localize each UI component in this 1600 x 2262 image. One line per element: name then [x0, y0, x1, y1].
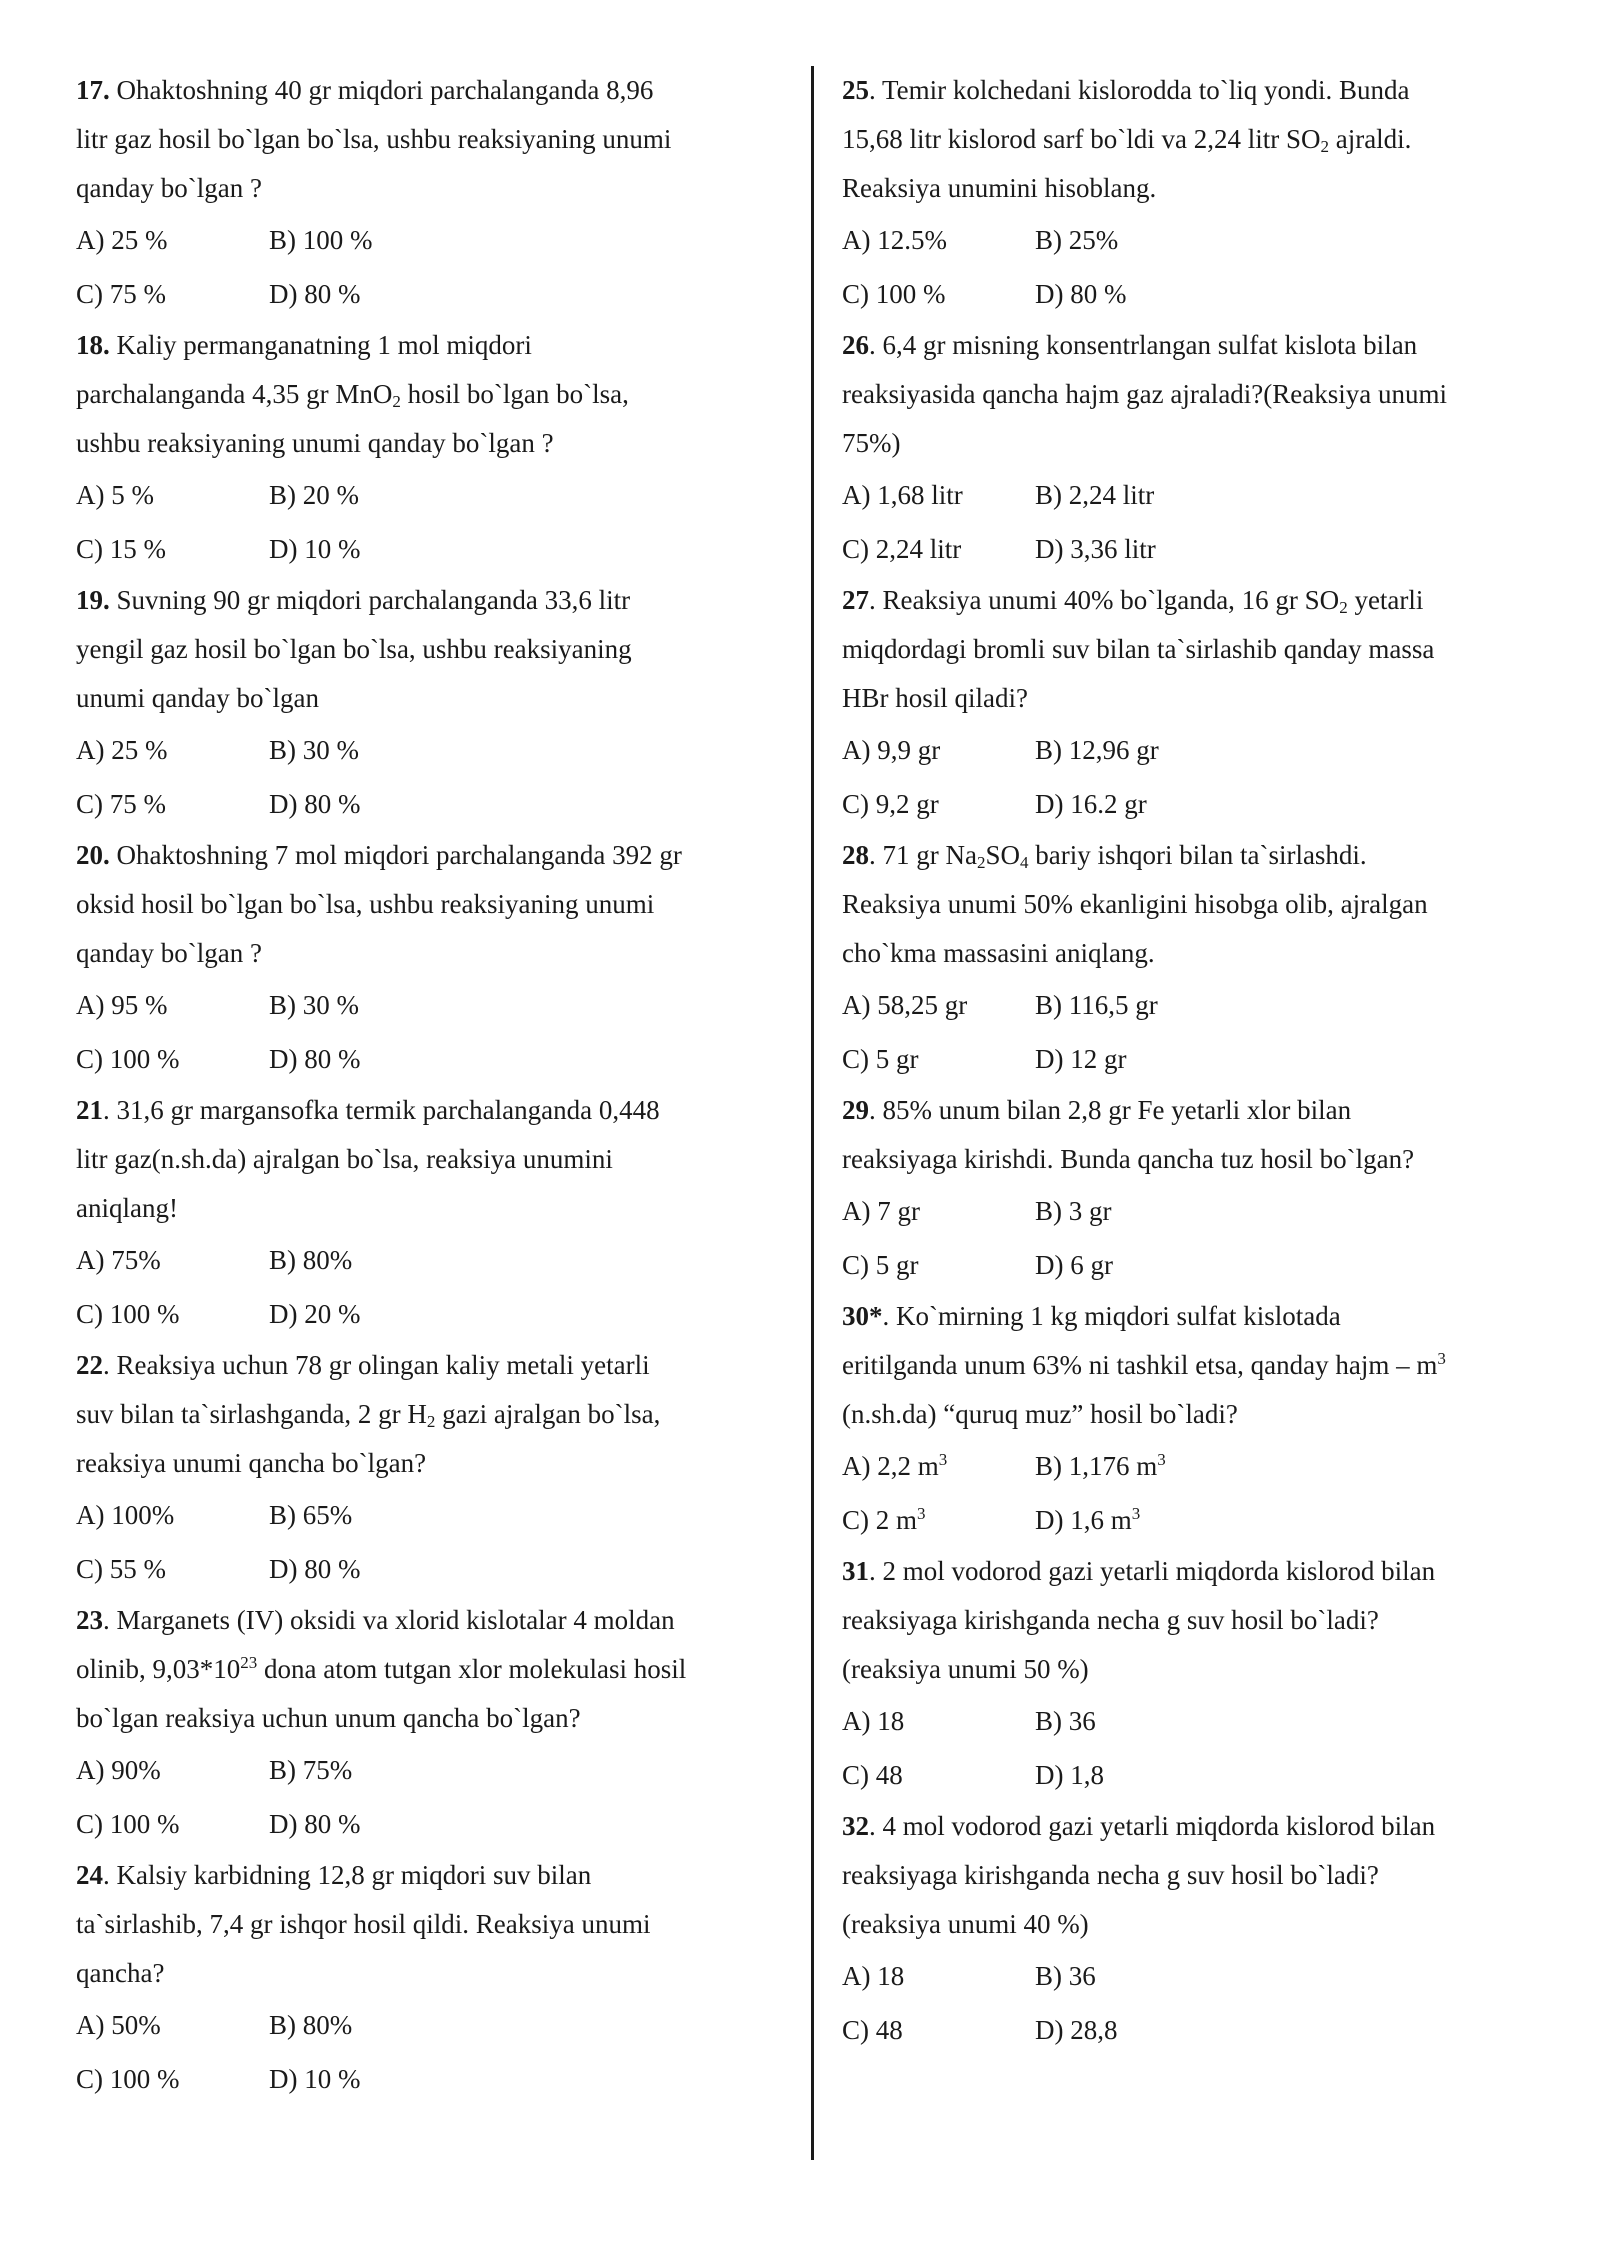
question-text-line [842, 370, 1562, 419]
answer-option: D) 80 % [269, 1044, 361, 1074]
question-text-line [76, 831, 796, 880]
question-text: ushbu reaksiyaning unumi qanday bo`lgan ? [76, 428, 554, 458]
answer-options-row [76, 468, 796, 522]
column-divider [811, 66, 814, 2160]
question-text: olinib, $9,03*10^{23}$ dona atom tutgan xlor molekulasi hosil [76, 1653, 687, 1684]
question-number: 22 [76, 1350, 103, 1380]
question-block [842, 66, 1562, 321]
question-text-line [76, 625, 796, 674]
question-number: 20. [76, 840, 110, 870]
answer-options-row [76, 1488, 796, 1542]
question-text: miqdordagi bromli suv bilan ta`sirlashib qanday massa [842, 634, 1435, 664]
question-text-line [76, 880, 796, 929]
answer-option: B) 116,5 gr [1035, 990, 1158, 1020]
answer-options-row [842, 1748, 1562, 1802]
answer-options-row [842, 213, 1562, 267]
question-number: 28 [842, 840, 869, 870]
question-text: suv bilan ta`sirlashganda, 2 gr $H_2$ gazi ajralgan bo`lsa, [76, 1399, 661, 1431]
answer-options-row [842, 468, 1562, 522]
question-text-line [76, 419, 796, 468]
answer-option: B) 1,176 $m^3$ [1035, 1450, 1166, 1481]
question-text: oksid hosil bo`lgan bo`lsa, ushbu reaksiyaning unumi [76, 889, 655, 919]
answer-option: A) 75% [76, 1245, 161, 1275]
question-block [842, 1292, 1562, 1547]
answer-options-row [842, 1032, 1562, 1086]
answer-option: C) 100 % [76, 1809, 180, 1839]
answer-option: B) 100 % [269, 225, 373, 255]
answer-option: D) 20 % [269, 1299, 361, 1329]
question-text: Ohaktoshning 40 gr miqdori parchalanganda 8,96 [116, 75, 654, 105]
answer-option: A) 12.5% [842, 225, 947, 255]
question-text: qanday bo`lgan ? [76, 173, 262, 203]
question-text-line [76, 674, 796, 723]
question-text: . 2 mol vodorod gazi yetarli miqdorda kislorod bilan [869, 1556, 1436, 1586]
question-block [842, 1086, 1562, 1292]
question-text: . 85% unum bilan 2,8 gr Fe yetarli xlor bilan [869, 1095, 1352, 1125]
question-text-line [842, 576, 1562, 625]
question-number: 26 [842, 330, 869, 360]
question-text: litr gaz(n.sh.da) ajralgan bo`lsa, reaksiya unumini [76, 1144, 613, 1174]
answer-option: D) 28,8 [1035, 2015, 1118, 2045]
question-text-line [842, 1900, 1562, 1949]
answer-options-row [842, 777, 1562, 831]
question-text: qancha? [76, 1958, 165, 1988]
question-text-line [76, 1949, 796, 1998]
answer-options-row [76, 723, 796, 777]
question-text: . Reaksiya unumi 40% bo`lganda, 16 gr $SO_2$ yetarli [869, 585, 1424, 617]
question-number: 29 [842, 1095, 869, 1125]
answer-options-row [842, 1694, 1562, 1748]
answer-option: C) 48 [842, 1760, 903, 1790]
answer-option: B) 12,96 gr [1035, 735, 1159, 765]
right-column [842, 66, 1562, 2057]
answer-option: A) 18 [842, 1706, 905, 1736]
question-text-line [76, 929, 796, 978]
question-text-line [76, 1390, 796, 1439]
question-text-line [76, 1439, 796, 1488]
question-text: litr gaz hosil bo`lgan bo`lsa, ushbu reaksiyaning unumi [76, 124, 672, 154]
answer-option: A) 1,68 litr [842, 480, 963, 510]
question-text: . Ko`mirning 1 kg miqdori sulfat kislotada [882, 1301, 1341, 1331]
question-text: reaksiyaga kirishganda necha g suv hosil bo`ladi? [842, 1860, 1379, 1890]
question-block [842, 576, 1562, 831]
answer-options-row [76, 1998, 796, 2052]
answer-options-row [76, 1032, 796, 1086]
answer-option: D) 16.2 gr [1035, 789, 1147, 819]
answer-options-row [76, 1743, 796, 1797]
answer-options-row [76, 1542, 796, 1596]
question-number: 23 [76, 1605, 103, 1635]
question-text: reaksiyaga kirishganda necha g suv hosil bo`ladi? [842, 1605, 1379, 1635]
answer-option: C) 100 % [76, 1044, 180, 1074]
question-text: (reaksiya unumi 40 %) [842, 1909, 1089, 1939]
left-column [76, 66, 796, 2106]
answer-options-row [842, 267, 1562, 321]
question-block [76, 1341, 796, 1596]
question-text-line [842, 1086, 1562, 1135]
answer-option: B) 20 % [269, 480, 359, 510]
answer-option: B) 2,24 litr [1035, 480, 1155, 510]
question-text-line [76, 576, 796, 625]
question-text-line [842, 1802, 1562, 1851]
answer-options-row [76, 1287, 796, 1341]
answer-option: A) 2,2 $m^3$ [842, 1450, 948, 1481]
answer-option: B) 25% [1035, 225, 1119, 255]
answer-option: A) 18 [842, 1961, 905, 1991]
answer-option: C) 15 % [76, 534, 166, 564]
answer-option: B) 80% [269, 2010, 353, 2040]
question-text-line [76, 1184, 796, 1233]
question-text-line [76, 115, 796, 164]
question-block [842, 321, 1562, 576]
answer-option: A) 58,25 gr [842, 990, 968, 1020]
question-text-line [842, 1341, 1562, 1390]
question-text: reaksiyaga kirishdi. Bunda qancha tuz hosil bo`lgan? [842, 1144, 1415, 1174]
question-number: 21 [76, 1095, 103, 1125]
question-text-line [842, 625, 1562, 674]
question-text: Kaliy permanganatning 1 mol miqdori [116, 330, 532, 360]
answer-option: C) 48 [842, 2015, 903, 2045]
question-text-line [76, 1645, 796, 1694]
question-text: HBr hosil qiladi? [842, 683, 1028, 713]
question-block [842, 1547, 1562, 1802]
question-text: Reaksiya unumini hisoblang. [842, 173, 1157, 203]
answer-option: C) 100 % [76, 1299, 180, 1329]
question-text: qanday bo`lgan ? [76, 938, 262, 968]
question-text: . 71 gr $Na_2SO_4$ bariy ishqori bilan ta`sirlashdi. [869, 840, 1367, 872]
question-text: . Temir kolchedani kislorodda to`liq yondi. Bunda [869, 75, 1410, 105]
question-block [76, 831, 796, 1086]
question-text-line [76, 1851, 796, 1900]
question-text: . Kalsiy karbidning 12,8 gr miqdori suv bilan [103, 1860, 592, 1890]
question-number: 27 [842, 585, 869, 615]
answer-option: C) 5 gr [842, 1044, 919, 1074]
answer-option: A) 90% [76, 1755, 161, 1785]
answer-option: D) 80 % [1035, 279, 1127, 309]
answer-option: A) 7 gr [842, 1196, 920, 1226]
answer-option: A) 25 % [76, 225, 168, 255]
answer-option: C) 100 % [842, 279, 946, 309]
answer-option: D) 80 % [269, 1554, 361, 1584]
answer-option: C) 55 % [76, 1554, 166, 1584]
question-text: parchalanganda 4,35 gr MnO$_2$ hosil bo`lgan bo`lsa, [76, 379, 629, 411]
answer-options-row [76, 1233, 796, 1287]
answer-option: B) 65% [269, 1500, 353, 1530]
answer-options-row [842, 978, 1562, 1032]
answer-option: B) 75% [269, 1755, 353, 1785]
question-text-line [76, 1596, 796, 1645]
answer-option: B) 36 [1035, 1706, 1096, 1736]
question-text-line [842, 1390, 1562, 1439]
question-number: 32 [842, 1811, 869, 1841]
answer-option: D) 6 gr [1035, 1250, 1113, 1280]
answer-options-row [842, 2003, 1562, 2057]
question-text-line [76, 164, 796, 213]
question-number: 30* [842, 1301, 883, 1331]
question-text: bo`lgan reaksiya uchun unum qancha bo`lgan? [76, 1703, 581, 1733]
question-text-line [842, 419, 1562, 468]
question-text: (reaksiya unumi 50 %) [842, 1654, 1089, 1684]
answer-option: B) 36 [1035, 1961, 1096, 1991]
answer-options-row [842, 522, 1562, 576]
question-text: aniqlang! [76, 1193, 178, 1223]
question-text-line [842, 1547, 1562, 1596]
answer-option: B) 80% [269, 1245, 353, 1275]
answer-option: D) 3,36 litr [1035, 534, 1156, 564]
question-block [76, 576, 796, 831]
answer-option: B) 30 % [269, 990, 359, 1020]
question-text: . 4 mol vodorod gazi yetarli miqdorda kislorod bilan [869, 1811, 1436, 1841]
answer-options-row [76, 267, 796, 321]
question-text-line [842, 1292, 1562, 1341]
answer-option: D) 80 % [269, 789, 361, 819]
answer-option: C) 2,24 litr [842, 534, 962, 564]
question-text-line [76, 1135, 796, 1184]
answer-option: D) 1,6 $m^3$ [1035, 1504, 1141, 1535]
answer-option: B) 30 % [269, 735, 359, 765]
question-text-line [76, 1694, 796, 1743]
answer-option: A) 9,9 gr [842, 735, 941, 765]
question-text-line [76, 66, 796, 115]
question-text: cho`kma massasini aniqlang. [842, 938, 1155, 968]
question-text-line [842, 66, 1562, 115]
question-text: ta`sirlashib, 7,4 gr ishqor hosil qildi. Reaksiya unumi [76, 1909, 651, 1939]
question-text-line [842, 674, 1562, 723]
question-text-line [842, 880, 1562, 929]
answer-option: C) 9,2 gr [842, 789, 939, 819]
question-text: eritilganda unum 63% ni tashkil etsa, qanday hajm – $m^3$ [842, 1349, 1446, 1380]
question-text: Suvning 90 gr miqdori parchalanganda 33,6 litr [116, 585, 631, 615]
answer-options-row [842, 1493, 1562, 1547]
answer-option: D) 10 % [269, 534, 361, 564]
answer-options-row [842, 1949, 1562, 2003]
question-block [76, 1086, 796, 1341]
answer-option: A) 50% [76, 2010, 161, 2040]
answer-options-row [842, 1439, 1562, 1493]
question-text: (n.sh.da) “quruq muz” hosil bo`ladi? [842, 1399, 1238, 1429]
answer-options-row [76, 1797, 796, 1851]
answer-option: C) 5 gr [842, 1250, 919, 1280]
question-number: 31 [842, 1556, 869, 1586]
question-text: reaksiya unumi qancha bo`lgan? [76, 1448, 427, 1478]
question-number: 19. [76, 585, 110, 615]
question-text-line [76, 1086, 796, 1135]
question-text-line [842, 1135, 1562, 1184]
question-text: yengil gaz hosil bo`lgan bo`lsa, ushbu reaksiyaning [76, 634, 632, 664]
question-text: reaksiyasida qancha hajm gaz ajraladi?(Reaksiya unumi [842, 379, 1447, 409]
question-number: 24 [76, 1860, 103, 1890]
question-text: . Marganets (IV) oksidi va xlorid kislotalar 4 moldan [103, 1605, 675, 1635]
answer-options-row [76, 2052, 796, 2106]
question-number: 17. [76, 75, 110, 105]
answer-option: D) 80 % [269, 279, 361, 309]
question-text-line [842, 164, 1562, 213]
question-block [76, 66, 796, 321]
answer-option: D) 1,8 [1035, 1760, 1104, 1790]
question-text-line [76, 1341, 796, 1390]
answer-option: D) 10 % [269, 2064, 361, 2094]
question-block [76, 1851, 796, 2106]
answer-option: C) 75 % [76, 279, 166, 309]
question-block [842, 1802, 1562, 2057]
question-text-line [842, 929, 1562, 978]
answer-option: C) 75 % [76, 789, 166, 819]
question-text-line [842, 831, 1562, 880]
answer-option: A) 25 % [76, 735, 168, 765]
question-text-line [842, 115, 1562, 164]
question-text: . 31,6 gr margansofka termik parchalanganda 0,448 [103, 1095, 660, 1125]
question-text: . 6,4 gr misning konsentrlangan sulfat kislota bilan [869, 330, 1418, 360]
question-number: 25 [842, 75, 869, 105]
answer-option: D) 12 gr [1035, 1044, 1127, 1074]
answer-options-row [842, 723, 1562, 777]
question-block [842, 831, 1562, 1086]
question-text: Ohaktoshning 7 mol miqdori parchalanganda 392 gr [116, 840, 682, 870]
question-text: . Reaksiya uchun 78 gr olingan kaliy metali yetarli [103, 1350, 650, 1380]
question-block [76, 1596, 796, 1851]
answer-options-row [76, 213, 796, 267]
question-text-line [842, 1596, 1562, 1645]
question-text: 75%) [842, 428, 901, 458]
answer-options-row [842, 1184, 1562, 1238]
answer-option: A) 95 % [76, 990, 168, 1020]
question-text: Reaksiya unumi 50% ekanligini hisobga olib, ajralgan [842, 889, 1428, 919]
answer-options-row [76, 978, 796, 1032]
answer-option: C) 100 % [76, 2064, 180, 2094]
answer-option: C) 2 $m^3$ [842, 1504, 926, 1535]
question-block [76, 321, 796, 576]
question-text-line [842, 1851, 1562, 1900]
question-text-line [76, 1900, 796, 1949]
answer-options-row [76, 522, 796, 576]
answer-options-row [842, 1238, 1562, 1292]
answer-option: D) 80 % [269, 1809, 361, 1839]
question-text: unumi qanday bo`lgan [76, 683, 319, 713]
answer-options-row [76, 777, 796, 831]
question-text-line [76, 321, 796, 370]
question-number: 18. [76, 330, 110, 360]
question-text-line [842, 1645, 1562, 1694]
answer-option: A) 100% [76, 1500, 175, 1530]
question-text-line [842, 321, 1562, 370]
question-text-line [76, 370, 796, 419]
answer-option: A) 5 % [76, 480, 154, 510]
answer-option: B) 3 gr [1035, 1196, 1112, 1226]
question-text: 15,68 litr kislorod sarf bo`ldi va 2,24 litr $SO_2$ ajraldi. [842, 124, 1412, 156]
